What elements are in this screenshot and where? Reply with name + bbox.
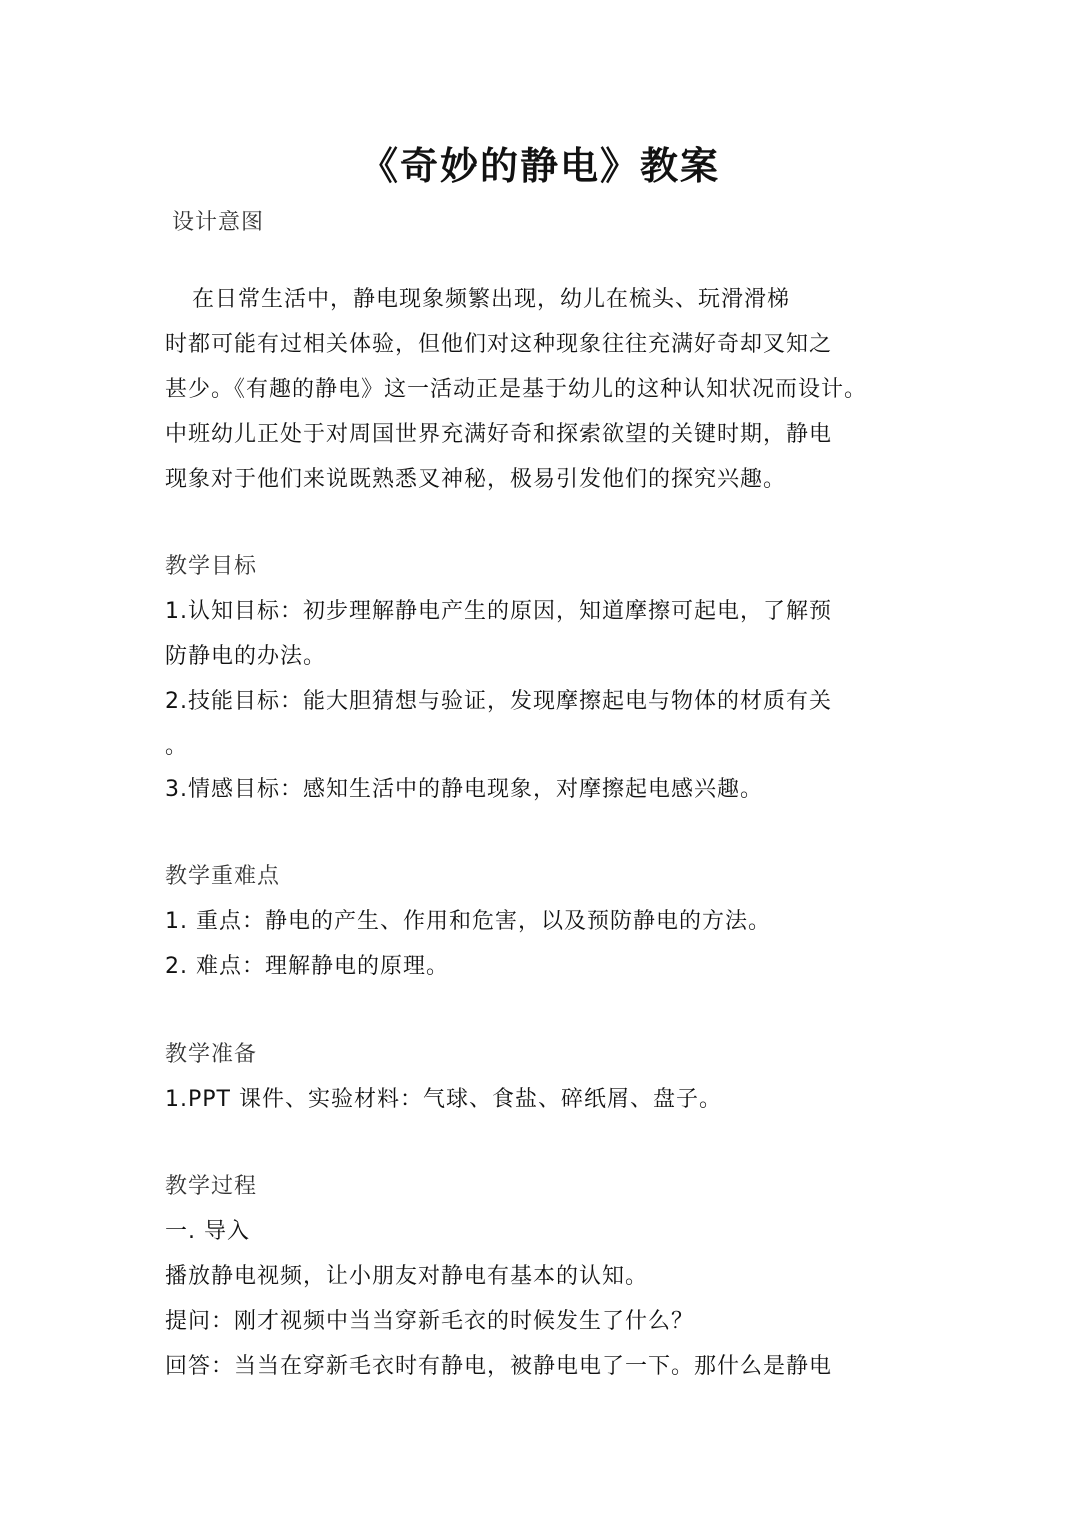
list-line: 1. 重点：静电的产生、作用和危害，以及预防静电的方法。 bbox=[165, 909, 771, 934]
section-heading-preparation: 教学准备 bbox=[165, 1042, 258, 1067]
section-heading-process: 教学过程 bbox=[165, 1174, 258, 1199]
section-heading-goals: 教学目标 bbox=[165, 554, 258, 579]
paragraph-line: 时都可能有过相关体验，但他们对这种现象往往充满好奇却叉知之 bbox=[165, 332, 833, 357]
list-line: 防静电的办法。 bbox=[165, 644, 327, 669]
list-line: 1.PPT 课件、实验材料：气球、食盐、碎纸屑、盘子。 bbox=[165, 1087, 722, 1112]
paragraph-line: 提问：刚才视频中当当穿新毛衣的时候发生了什么？ bbox=[165, 1309, 695, 1334]
paragraph-line: 中班幼儿正处于对周国世界充满好奇和探索欲望的关键时期，静电 bbox=[165, 422, 833, 447]
subheading-introduction: 一. 导入 bbox=[165, 1219, 250, 1244]
list-line: 2. 难点：理解静电的原理。 bbox=[165, 954, 449, 979]
paragraph-line: 现象对于他们来说既熟悉叉神秘，极易引发他们的探究兴趣。 bbox=[165, 467, 787, 492]
section-heading-design-intent: 设计意图 bbox=[172, 210, 265, 235]
paragraph-line: 甚少。《有趣的静电》这一活动正是基于幼儿的这种认知状况而设计。 bbox=[165, 377, 868, 402]
document-title: 《奇妙的静电》教案 bbox=[359, 144, 720, 188]
list-line: 1.认知目标：初步理解静电产生的原因，知道摩擦可起电，了解预 bbox=[165, 599, 832, 624]
paragraph-line: 回答：当当在穿新毛衣时有静电，被静电电了一下。那什么是静电 bbox=[165, 1354, 833, 1379]
section-heading-key-points: 教学重难点 bbox=[165, 864, 281, 889]
paragraph-line: 播放静电视频，让小朋友对静电有基本的认知。 bbox=[165, 1264, 649, 1289]
list-line: 2.技能目标：能大胆猜想与验证，发现摩擦起电与物体的材质有关 bbox=[165, 689, 832, 714]
list-line: 。 bbox=[165, 734, 189, 759]
list-line: 3.情感目标：感知生活中的静电现象，对摩擦起电感兴趣。 bbox=[165, 777, 763, 802]
paragraph-line: 在日常生活中，静电现象频繁出现，幼儿在梳头、玩滑滑梯 bbox=[192, 287, 791, 312]
